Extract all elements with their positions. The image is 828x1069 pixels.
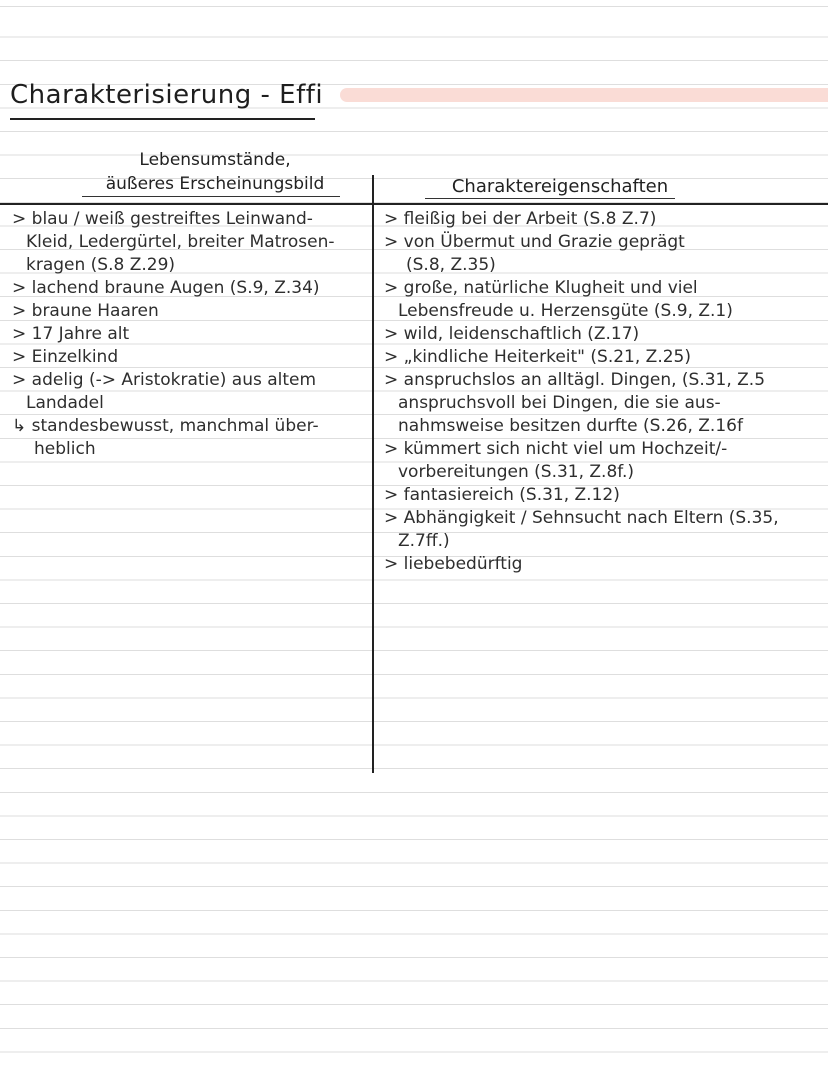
list-item: > liebebedürftig [384,554,523,574]
highlighter-bar [340,88,828,102]
list-item: Landadel [26,393,104,413]
list-item: > lachend braune Augen (S.9, Z.34) [12,278,320,298]
list-item: > braune Haaren [12,301,159,321]
list-item: > wild, leidenschaftlich (Z.17) [384,324,640,344]
title-underline [10,118,315,120]
list-item: nahmsweise besitzen durfte (S.26, Z.16f [398,416,743,436]
list-item: heblich [34,439,96,459]
left-header-line2: äußeres Erscheinungsbild [105,174,325,194]
left-column-header [80,148,350,196]
right-column-list [384,208,824,576]
list-item: > 17 Jahre alt [12,324,130,344]
right-header-underline [425,198,675,199]
left-header-underline [82,196,340,197]
list-item: Z.7ff.) [398,531,450,551]
list-item: > blau / weiß gestreiftes Leinwand- [12,209,313,229]
left-header-line1: Lebensumstände, [139,150,291,170]
list-item: > anspruchslos an alltägl. Dingen, (S.31, Z.5 [384,370,766,390]
list-item: > fleißig bei der Arbeit (S.8 Z.7) [384,209,657,229]
list-item: > große, natürliche Klugheit und viel [384,278,698,298]
list-item: > von Übermut und Grazie geprägt [384,232,685,252]
left-column-list [12,208,368,461]
list-item: Kleid, Ledergürtel, breiter Matrosen- [26,232,335,252]
list-item: anspruchsvoll bei Dingen, die sie aus- [398,393,721,413]
list-item: > Einzelkind [12,347,119,367]
list-item: kragen (S.8 Z.29) [26,255,176,275]
list-item: > „kindliche Heiterkeit" (S.21, Z.25) [384,347,691,367]
list-item: > adelig (-> Aristokratie) aus altem [12,370,317,390]
list-item: > Abhängigkeit / Sehnsucht nach Eltern (S.35, [384,508,779,528]
list-item: > fantasiereich (S.31, Z.12) [384,485,620,505]
list-item: vorbereitungen (S.31, Z.8f.) [398,462,635,482]
right-column-header: Charaktereigenschaften [451,176,669,197]
list-item: ↳ standesbewusst, manchmal über- [12,416,319,436]
list-item: Lebensfreude u. Herzensgüte (S.9, Z.1) [398,301,733,321]
table-header-rule [0,203,828,205]
list-item: > kümmert sich nicht viel um Hochzeit/- [384,439,728,459]
page-title: Charakterisierung - Effi [10,80,324,110]
column-divider [372,175,374,773]
list-item: (S.8, Z.35) [406,255,496,275]
